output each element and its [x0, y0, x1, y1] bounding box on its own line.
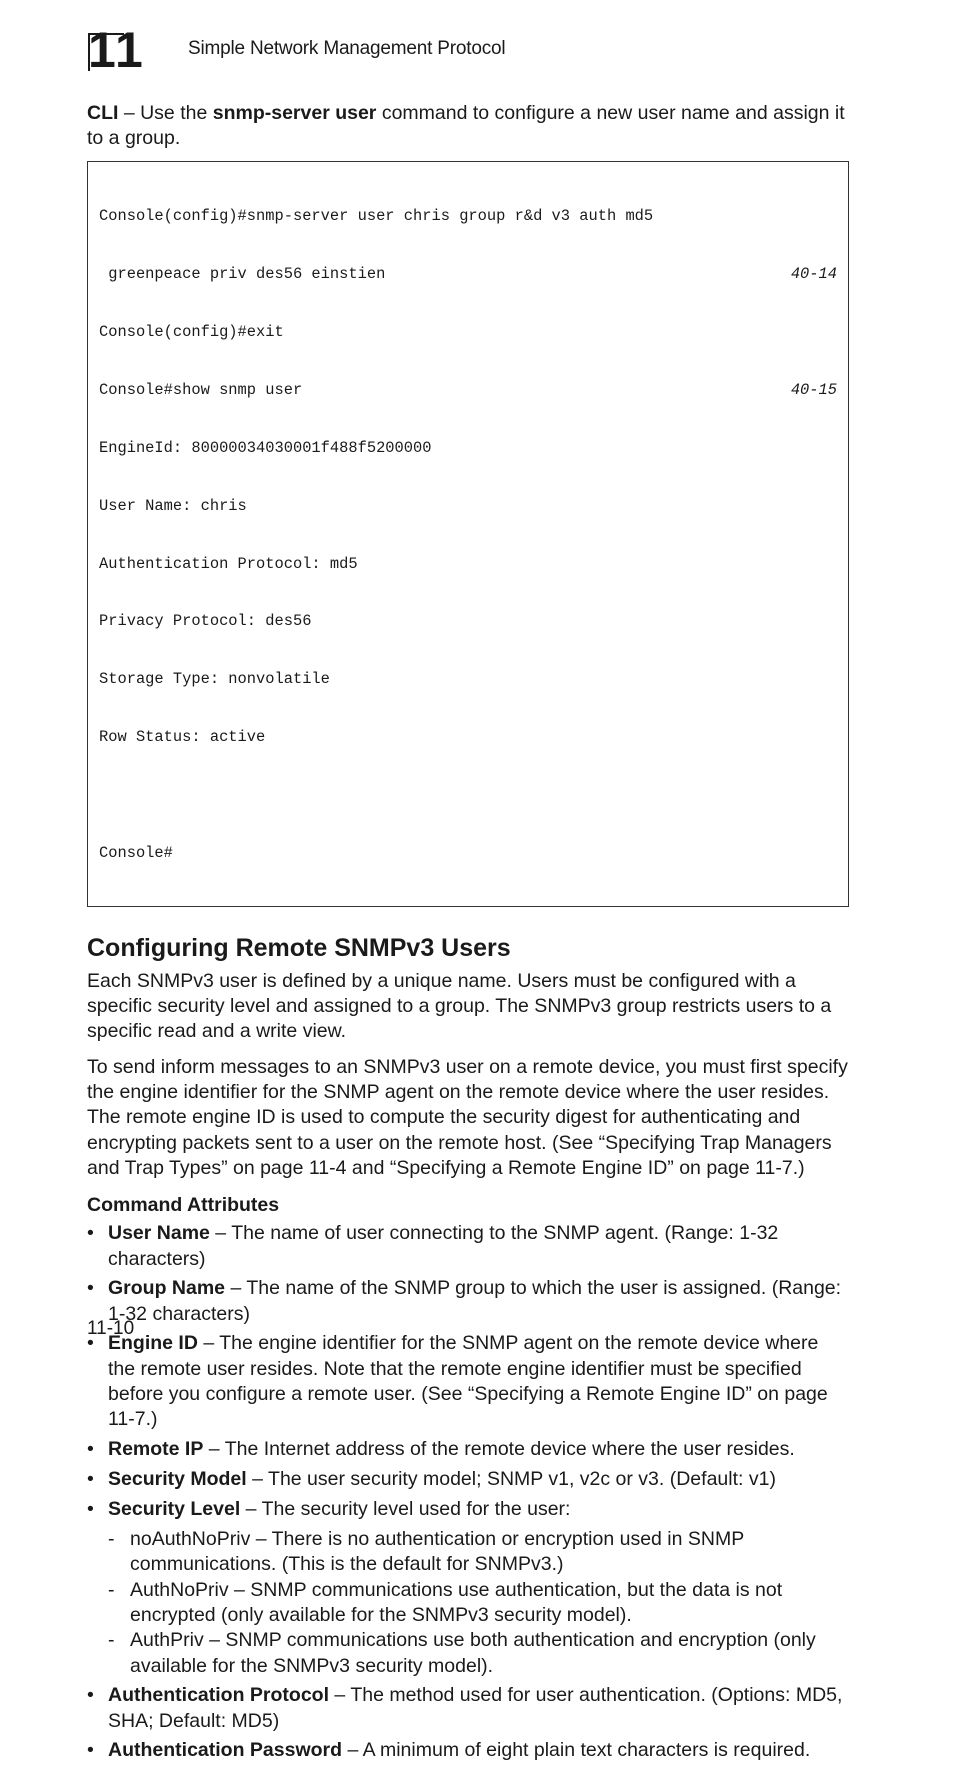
attribute-term: Authentication Protocol [108, 1684, 329, 1707]
cli-intro-text: – Use the [118, 102, 213, 124]
attribute-desc: – A minimum of eight plain text characters is required. [342, 1739, 811, 1762]
cli-intro [87, 101, 849, 152]
attribute-item [87, 1683, 849, 1734]
attribute-list [87, 1221, 849, 1763]
attribute-term: Group Name [108, 1277, 226, 1300]
code-line [99, 844, 837, 863]
code-line [99, 381, 837, 400]
code-text: Console(config)#exit [99, 322, 284, 341]
security-level-item: - noAuthNoPriv – There is no authentication or encryption used in SNMP communications. (This is the default for SNMPv3.) [108, 1527, 849, 1578]
code-text: EngineId: 80000034030001f488f5200000 [99, 438, 432, 457]
attribute-term: Engine ID [108, 1332, 198, 1355]
code-text: Row Status: active [99, 728, 266, 747]
security-level-list [108, 1527, 849, 1679]
attribute-desc: – The user security model; SNMP v1, v2c or v3. (Default: v1) [246, 1467, 776, 1490]
code-line [99, 439, 837, 458]
cli-label: CLI [87, 102, 119, 124]
code-line [99, 265, 837, 284]
code-line [99, 323, 837, 342]
code-line [99, 555, 837, 574]
attribute-desc: – The name of the SNMP group to which the user is assigned. (Range: 1-32 characters) [108, 1277, 842, 1325]
attribute-item [87, 1467, 849, 1492]
code-line [99, 612, 837, 631]
attribute-term: Authentication Password [108, 1739, 343, 1762]
code-text: Authentication Protocol: md5 [99, 554, 358, 573]
attribute-item [87, 1497, 849, 1679]
security-level-item: - AuthNoPriv – SNMP communications use authentication, but the data is not encrypted (only available for the SNMPv3 security model). [108, 1578, 849, 1629]
attribute-term: Security Level [108, 1497, 241, 1520]
code-line [99, 786, 837, 805]
code-text: greenpeace priv des56 einstien [99, 265, 386, 284]
code-page-ref: 40-14 [790, 265, 837, 284]
code-text: User Name: chris [99, 496, 247, 515]
page-number: 11-10 [87, 1318, 135, 1339]
code-text: Console(config)#snmp-server user chris group r&d v3 auth md5 [99, 207, 654, 226]
attribute-item [87, 1331, 849, 1432]
attribute-term: Remote IP [108, 1438, 204, 1461]
attribute-item [87, 1437, 849, 1462]
attribute-desc: – The security level used for the user: [240, 1497, 571, 1520]
code-page-ref: 40-15 [790, 380, 837, 399]
attribute-term: Security Model [108, 1467, 247, 1490]
attribute-item [87, 1221, 849, 1272]
attributes-heading: Command Attributes [87, 1194, 280, 1217]
code-line [99, 670, 837, 689]
attribute-desc: – The Internet address of the remote device where the user resides. [203, 1438, 795, 1461]
code-text: Privacy Protocol: des56 [99, 612, 312, 631]
attribute-desc: – The method used for user authentication. (Options: MD5, SHA; Default: MD5) [108, 1684, 843, 1732]
code-line [99, 497, 837, 516]
page-content [87, 101, 849, 1768]
code-line [99, 728, 837, 747]
attribute-desc: – The name of user connecting to the SNMP agent. (Range: 1-32 characters) [108, 1222, 779, 1270]
attribute-item [87, 1738, 849, 1763]
cli-intro-text: command to configure a new user name and assign it to a group. [87, 102, 845, 150]
code-text: Console# [99, 843, 173, 862]
section-title: Configuring Remote SNMPv3 Users [87, 933, 511, 962]
attribute-desc: – The engine identifier for the SNMP agent on the remote device where the remote user resides. Note that the remote engine identifier must be specified before you configure a remote user. (See “Specifying a Remote Engine ID” on page 11-7.) [108, 1332, 828, 1431]
cli-command: snmp-server user [212, 102, 377, 124]
running-title: Simple Network Management Protocol [188, 38, 506, 59]
code-line [99, 207, 837, 226]
code-text: Storage Type: nonvolatile [99, 670, 330, 689]
code-text: Console#show snmp user [99, 380, 303, 399]
code-example [87, 161, 849, 907]
attribute-item [87, 1276, 849, 1327]
security-level-item: - AuthPriv – SNMP communications use both authentication and encryption (only available for the SNMPv3 security model). [108, 1628, 849, 1679]
attribute-term: User Name [108, 1222, 210, 1245]
section-paragraph: To send inform messages to an SNMPv3 user on a remote device, you must first specify the engine identifier for the SNMP agent on the remote device where the user resides. The remote engine ID is used to compute the security digest for authenticating and encrypting packets sent to a user on the remote host. (See “Specifying Trap Managers and Trap Types” on page 11-4 and “Specifying a Remote Engine ID” on page 11-7.) [87, 1055, 848, 1179]
chapter-number: 11 [88, 22, 145, 78]
section-paragraph: Each SNMPv3 user is defined by a unique name. Users must be configured with a specific security level and assigned to a group. The SNMPv3 group restricts users to a specific read and a write view. [87, 969, 832, 1043]
